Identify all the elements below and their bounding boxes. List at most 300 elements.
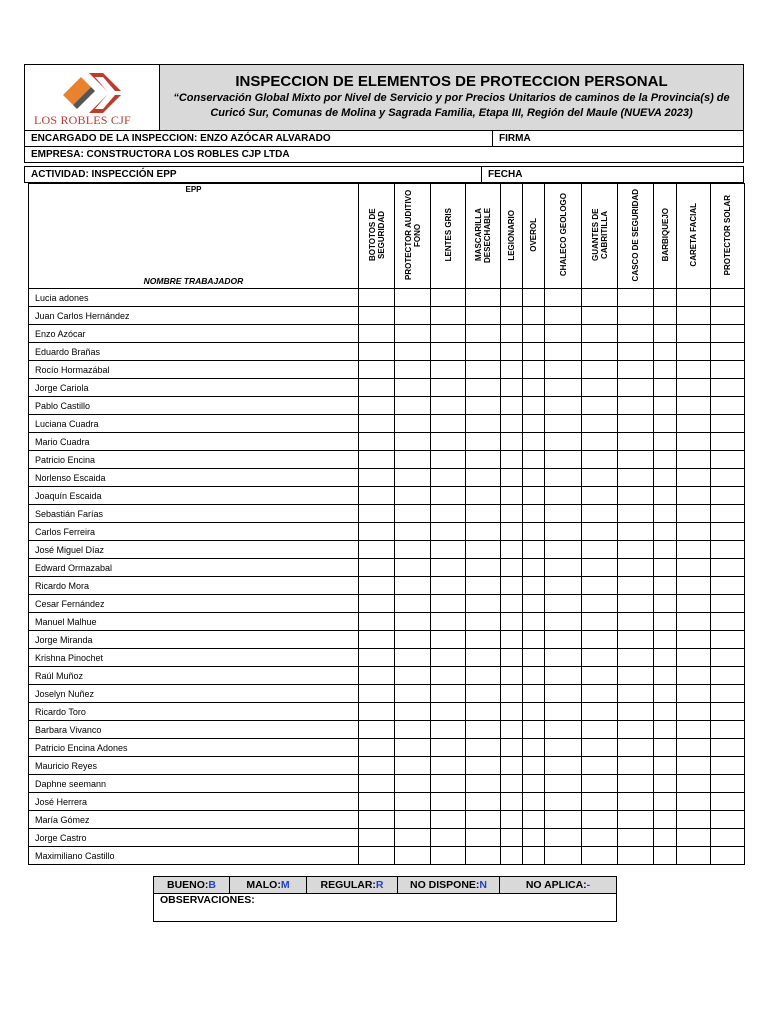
epp-check-cell[interactable] [677,829,711,847]
epp-check-cell[interactable] [711,721,745,739]
epp-check-cell[interactable] [618,487,654,505]
epp-check-cell[interactable] [523,451,545,469]
epp-check-cell[interactable] [501,325,523,343]
epp-check-cell[interactable] [677,559,711,577]
epp-check-cell[interactable] [523,325,545,343]
epp-check-cell[interactable] [523,685,545,703]
epp-check-cell[interactable] [501,343,523,361]
epp-check-cell[interactable] [523,433,545,451]
epp-check-cell[interactable] [711,559,745,577]
epp-check-cell[interactable] [501,307,523,325]
epp-check-cell[interactable] [654,685,677,703]
epp-check-cell[interactable] [545,631,582,649]
epp-check-cell[interactable] [466,793,501,811]
epp-check-cell[interactable] [359,433,395,451]
epp-check-cell[interactable] [523,415,545,433]
epp-check-cell[interactable] [677,541,711,559]
epp-check-cell[interactable] [501,523,523,541]
epp-check-cell[interactable] [545,487,582,505]
epp-check-cell[interactable] [431,649,466,667]
epp-check-cell[interactable] [359,649,395,667]
epp-check-cell[interactable] [582,793,618,811]
epp-check-cell[interactable] [582,829,618,847]
epp-check-cell[interactable] [582,433,618,451]
epp-check-cell[interactable] [501,613,523,631]
epp-check-cell[interactable] [359,325,395,343]
epp-check-cell[interactable] [523,613,545,631]
epp-check-cell[interactable] [395,757,431,775]
epp-check-cell[interactable] [359,757,395,775]
epp-check-cell[interactable] [677,505,711,523]
epp-check-cell[interactable] [654,577,677,595]
epp-check-cell[interactable] [466,739,501,757]
epp-check-cell[interactable] [466,847,501,865]
epp-check-cell[interactable] [501,811,523,829]
epp-check-cell[interactable] [431,415,466,433]
epp-check-cell[interactable] [677,649,711,667]
epp-check-cell[interactable] [501,451,523,469]
epp-check-cell[interactable] [677,721,711,739]
epp-check-cell[interactable] [711,307,745,325]
epp-check-cell[interactable] [466,523,501,541]
epp-check-cell[interactable] [582,559,618,577]
epp-check-cell[interactable] [523,343,545,361]
epp-check-cell[interactable] [523,721,545,739]
epp-check-cell[interactable] [618,541,654,559]
epp-check-cell[interactable] [618,415,654,433]
epp-check-cell[interactable] [359,379,395,397]
epp-check-cell[interactable] [523,523,545,541]
epp-check-cell[interactable] [466,307,501,325]
epp-check-cell[interactable] [618,307,654,325]
epp-check-cell[interactable] [431,793,466,811]
epp-check-cell[interactable] [466,505,501,523]
epp-check-cell[interactable] [359,739,395,757]
epp-check-cell[interactable] [523,703,545,721]
epp-check-cell[interactable] [618,559,654,577]
epp-check-cell[interactable] [395,469,431,487]
epp-check-cell[interactable] [395,361,431,379]
epp-check-cell[interactable] [431,379,466,397]
epp-check-cell[interactable] [359,343,395,361]
epp-check-cell[interactable] [711,793,745,811]
epp-check-cell[interactable] [711,343,745,361]
epp-check-cell[interactable] [545,667,582,685]
epp-check-cell[interactable] [523,541,545,559]
epp-check-cell[interactable] [395,613,431,631]
epp-check-cell[interactable] [501,631,523,649]
epp-check-cell[interactable] [466,469,501,487]
epp-check-cell[interactable] [466,325,501,343]
firma-field[interactable]: FIRMA [499,133,531,144]
epp-check-cell[interactable] [431,829,466,847]
epp-check-cell[interactable] [545,649,582,667]
epp-check-cell[interactable] [466,721,501,739]
epp-check-cell[interactable] [431,307,466,325]
epp-check-cell[interactable] [395,397,431,415]
epp-check-cell[interactable] [466,379,501,397]
epp-check-cell[interactable] [545,415,582,433]
epp-check-cell[interactable] [431,487,466,505]
epp-check-cell[interactable] [523,847,545,865]
epp-check-cell[interactable] [545,307,582,325]
epp-check-cell[interactable] [395,559,431,577]
epp-check-cell[interactable] [618,325,654,343]
epp-check-cell[interactable] [677,667,711,685]
epp-check-cell[interactable] [395,595,431,613]
epp-check-cell[interactable] [466,649,501,667]
epp-check-cell[interactable] [654,559,677,577]
epp-check-cell[interactable] [359,559,395,577]
epp-check-cell[interactable] [582,685,618,703]
epp-check-cell[interactable] [545,595,582,613]
epp-check-cell[interactable] [431,685,466,703]
epp-check-cell[interactable] [359,667,395,685]
epp-check-cell[interactable] [582,505,618,523]
epp-check-cell[interactable] [523,739,545,757]
epp-check-cell[interactable] [431,397,466,415]
epp-check-cell[interactable] [431,703,466,721]
epp-check-cell[interactable] [545,505,582,523]
epp-check-cell[interactable] [545,739,582,757]
epp-check-cell[interactable] [654,649,677,667]
epp-check-cell[interactable] [677,811,711,829]
epp-check-cell[interactable] [395,415,431,433]
epp-check-cell[interactable] [618,811,654,829]
epp-check-cell[interactable] [431,361,466,379]
epp-check-cell[interactable] [523,505,545,523]
epp-check-cell[interactable] [654,541,677,559]
epp-check-cell[interactable] [431,325,466,343]
epp-check-cell[interactable] [545,451,582,469]
epp-check-cell[interactable] [618,829,654,847]
epp-check-cell[interactable] [523,379,545,397]
epp-check-cell[interactable] [618,433,654,451]
epp-check-cell[interactable] [501,433,523,451]
epp-check-cell[interactable] [582,361,618,379]
epp-check-cell[interactable] [395,667,431,685]
epp-check-cell[interactable] [523,289,545,307]
epp-check-cell[interactable] [395,847,431,865]
epp-check-cell[interactable] [523,307,545,325]
epp-check-cell[interactable] [523,649,545,667]
epp-check-cell[interactable] [466,757,501,775]
epp-check-cell[interactable] [582,451,618,469]
epp-check-cell[interactable] [395,379,431,397]
epp-check-cell[interactable] [359,469,395,487]
epp-check-cell[interactable] [466,397,501,415]
epp-check-cell[interactable] [654,631,677,649]
epp-check-cell[interactable] [618,343,654,361]
epp-check-cell[interactable] [711,775,745,793]
epp-check-cell[interactable] [359,847,395,865]
epp-check-cell[interactable] [501,829,523,847]
epp-check-cell[interactable] [545,775,582,793]
epp-check-cell[interactable] [395,289,431,307]
epp-check-cell[interactable] [545,829,582,847]
epp-check-cell[interactable] [618,379,654,397]
epp-check-cell[interactable] [466,685,501,703]
epp-check-cell[interactable] [677,775,711,793]
epp-check-cell[interactable] [654,307,677,325]
epp-check-cell[interactable] [618,685,654,703]
epp-check-cell[interactable] [654,793,677,811]
epp-check-cell[interactable] [654,415,677,433]
epp-check-cell[interactable] [582,811,618,829]
epp-check-cell[interactable] [618,397,654,415]
epp-check-cell[interactable] [677,379,711,397]
epp-check-cell[interactable] [582,595,618,613]
epp-check-cell[interactable] [501,505,523,523]
epp-check-cell[interactable] [582,541,618,559]
epp-check-cell[interactable] [431,775,466,793]
epp-check-cell[interactable] [677,487,711,505]
epp-check-cell[interactable] [711,523,745,541]
epp-check-cell[interactable] [466,289,501,307]
epp-check-cell[interactable] [618,775,654,793]
epp-check-cell[interactable] [677,577,711,595]
epp-check-cell[interactable] [466,829,501,847]
epp-check-cell[interactable] [654,757,677,775]
epp-check-cell[interactable] [545,613,582,631]
epp-check-cell[interactable] [545,397,582,415]
epp-check-cell[interactable] [677,289,711,307]
epp-check-cell[interactable] [501,721,523,739]
epp-check-cell[interactable] [431,577,466,595]
epp-check-cell[interactable] [395,451,431,469]
epp-check-cell[interactable] [711,325,745,343]
epp-check-cell[interactable] [523,667,545,685]
epp-check-cell[interactable] [545,847,582,865]
epp-check-cell[interactable] [545,793,582,811]
epp-check-cell[interactable] [359,487,395,505]
epp-check-cell[interactable] [395,829,431,847]
epp-check-cell[interactable] [654,721,677,739]
epp-check-cell[interactable] [654,487,677,505]
epp-check-cell[interactable] [618,595,654,613]
epp-check-cell[interactable] [359,793,395,811]
epp-check-cell[interactable] [582,487,618,505]
epp-check-cell[interactable] [677,361,711,379]
epp-check-cell[interactable] [618,667,654,685]
epp-check-cell[interactable] [545,541,582,559]
epp-check-cell[interactable] [395,811,431,829]
epp-check-cell[interactable] [501,775,523,793]
epp-check-cell[interactable] [431,505,466,523]
epp-check-cell[interactable] [711,541,745,559]
epp-check-cell[interactable] [395,433,431,451]
epp-check-cell[interactable] [582,343,618,361]
epp-check-cell[interactable] [545,703,582,721]
epp-check-cell[interactable] [711,379,745,397]
epp-check-cell[interactable] [711,757,745,775]
epp-check-cell[interactable] [654,505,677,523]
epp-check-cell[interactable] [545,343,582,361]
epp-check-cell[interactable] [359,613,395,631]
epp-check-cell[interactable] [466,775,501,793]
epp-check-cell[interactable] [545,433,582,451]
epp-check-cell[interactable] [501,757,523,775]
epp-check-cell[interactable] [501,415,523,433]
epp-check-cell[interactable] [359,415,395,433]
epp-check-cell[interactable] [654,469,677,487]
epp-check-cell[interactable] [501,487,523,505]
epp-check-cell[interactable] [711,613,745,631]
epp-check-cell[interactable] [582,397,618,415]
epp-check-cell[interactable] [359,811,395,829]
epp-check-cell[interactable] [395,793,431,811]
epp-check-cell[interactable] [466,559,501,577]
epp-check-cell[interactable] [677,469,711,487]
epp-check-cell[interactable] [395,631,431,649]
epp-check-cell[interactable] [618,847,654,865]
epp-check-cell[interactable] [431,811,466,829]
epp-check-cell[interactable] [618,631,654,649]
epp-check-cell[interactable] [654,379,677,397]
epp-check-cell[interactable] [582,469,618,487]
epp-check-cell[interactable] [431,451,466,469]
epp-check-cell[interactable] [501,541,523,559]
epp-check-cell[interactable] [618,523,654,541]
epp-check-cell[interactable] [431,631,466,649]
epp-check-cell[interactable] [501,361,523,379]
epp-check-cell[interactable] [523,757,545,775]
epp-check-cell[interactable] [466,595,501,613]
epp-check-cell[interactable] [431,469,466,487]
epp-check-cell[interactable] [582,631,618,649]
epp-check-cell[interactable] [711,829,745,847]
epp-check-cell[interactable] [501,595,523,613]
epp-check-cell[interactable] [359,829,395,847]
epp-check-cell[interactable] [654,613,677,631]
epp-check-cell[interactable] [431,847,466,865]
epp-check-cell[interactable] [677,793,711,811]
epp-check-cell[interactable] [395,721,431,739]
epp-check-cell[interactable] [431,595,466,613]
epp-check-cell[interactable] [677,523,711,541]
epp-check-cell[interactable] [501,469,523,487]
epp-check-cell[interactable] [431,667,466,685]
epp-check-cell[interactable] [677,397,711,415]
epp-check-cell[interactable] [545,757,582,775]
epp-check-cell[interactable] [466,541,501,559]
epp-check-cell[interactable] [431,757,466,775]
epp-check-cell[interactable] [654,361,677,379]
epp-check-cell[interactable] [654,739,677,757]
epp-check-cell[interactable] [523,361,545,379]
epp-check-cell[interactable] [501,649,523,667]
epp-check-cell[interactable] [582,721,618,739]
epp-check-cell[interactable] [654,829,677,847]
epp-check-cell[interactable] [359,289,395,307]
epp-check-cell[interactable] [545,811,582,829]
epp-check-cell[interactable] [395,577,431,595]
epp-check-cell[interactable] [501,703,523,721]
epp-check-cell[interactable] [523,559,545,577]
epp-check-cell[interactable] [654,397,677,415]
epp-check-cell[interactable] [618,757,654,775]
epp-check-cell[interactable] [523,595,545,613]
epp-check-cell[interactable] [677,739,711,757]
epp-check-cell[interactable] [711,415,745,433]
epp-check-cell[interactable] [711,505,745,523]
epp-check-cell[interactable] [359,397,395,415]
epp-check-cell[interactable] [431,739,466,757]
epp-check-cell[interactable] [523,793,545,811]
epp-check-cell[interactable] [618,649,654,667]
epp-check-cell[interactable] [618,451,654,469]
epp-check-cell[interactable] [654,847,677,865]
epp-check-cell[interactable] [359,361,395,379]
epp-check-cell[interactable] [677,703,711,721]
observaciones-field[interactable]: OBSERVACIONES: [160,894,255,906]
epp-check-cell[interactable] [582,289,618,307]
epp-check-cell[interactable] [545,577,582,595]
epp-check-cell[interactable] [545,379,582,397]
epp-check-cell[interactable] [431,523,466,541]
epp-check-cell[interactable] [711,703,745,721]
epp-check-cell[interactable] [359,523,395,541]
epp-check-cell[interactable] [618,361,654,379]
epp-check-cell[interactable] [466,415,501,433]
epp-check-cell[interactable] [431,721,466,739]
epp-check-cell[interactable] [523,397,545,415]
epp-check-cell[interactable] [466,577,501,595]
epp-check-cell[interactable] [395,703,431,721]
epp-check-cell[interactable] [582,847,618,865]
epp-check-cell[interactable] [431,433,466,451]
epp-check-cell[interactable] [545,469,582,487]
epp-check-cell[interactable] [359,631,395,649]
epp-check-cell[interactable] [501,289,523,307]
epp-check-cell[interactable] [654,811,677,829]
epp-check-cell[interactable] [677,343,711,361]
epp-check-cell[interactable] [359,595,395,613]
fecha-field[interactable]: FECHA [488,169,523,180]
epp-check-cell[interactable] [711,847,745,865]
epp-check-cell[interactable] [618,703,654,721]
epp-check-cell[interactable] [582,523,618,541]
epp-check-cell[interactable] [711,469,745,487]
epp-check-cell[interactable] [359,685,395,703]
epp-check-cell[interactable] [654,451,677,469]
epp-check-cell[interactable] [677,433,711,451]
epp-check-cell[interactable] [711,451,745,469]
epp-check-cell[interactable] [501,739,523,757]
epp-check-cell[interactable] [582,649,618,667]
epp-check-cell[interactable] [523,811,545,829]
epp-check-cell[interactable] [654,667,677,685]
epp-check-cell[interactable] [582,415,618,433]
epp-check-cell[interactable] [431,613,466,631]
epp-check-cell[interactable] [582,307,618,325]
epp-check-cell[interactable] [501,685,523,703]
epp-check-cell[interactable] [711,397,745,415]
epp-check-cell[interactable] [654,703,677,721]
epp-check-cell[interactable] [359,775,395,793]
epp-check-cell[interactable] [523,775,545,793]
epp-check-cell[interactable] [711,667,745,685]
epp-check-cell[interactable] [677,307,711,325]
epp-check-cell[interactable] [654,595,677,613]
epp-check-cell[interactable] [501,559,523,577]
epp-check-cell[interactable] [545,721,582,739]
epp-check-cell[interactable] [711,487,745,505]
epp-check-cell[interactable] [431,541,466,559]
epp-check-cell[interactable] [582,667,618,685]
epp-check-cell[interactable] [618,739,654,757]
epp-check-cell[interactable] [711,685,745,703]
